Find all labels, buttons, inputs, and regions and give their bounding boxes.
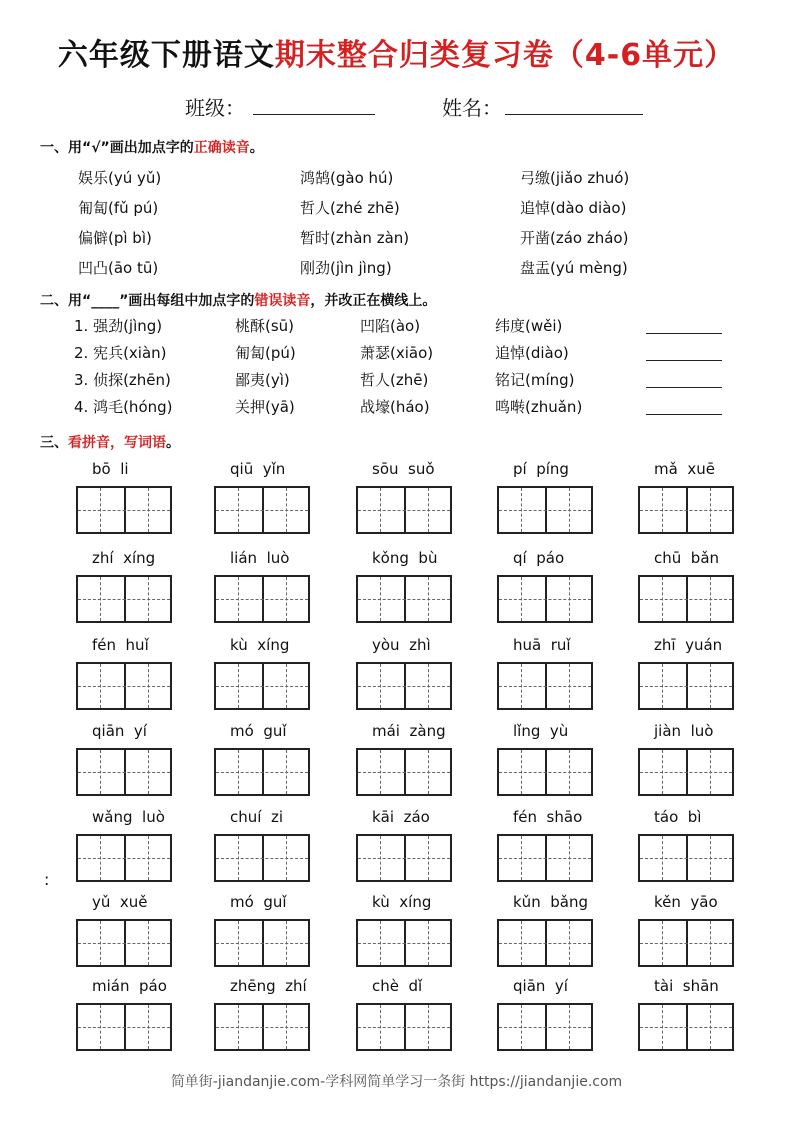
writing-grid[interactable] (356, 748, 452, 796)
writing-grid[interactable] (497, 486, 593, 534)
pinyin-label: fén huǐ (92, 636, 149, 654)
pinyin-label: qiū yǐn (230, 460, 286, 478)
writing-grid[interactable] (638, 575, 734, 623)
writing-grid[interactable] (497, 662, 593, 710)
writing-grid[interactable] (356, 1003, 452, 1051)
class-label: 班级： (185, 96, 245, 120)
pinyin-label: kěn yāo (654, 893, 718, 911)
section3-heading: 三、看拼音，写词语。 (40, 435, 180, 451)
writing-grid[interactable] (214, 834, 310, 882)
pinyin-label: mó guǐ (230, 893, 287, 911)
writing-grid[interactable] (638, 486, 734, 534)
pinyin-label: kāi záo (372, 808, 430, 826)
pinyin-label: sōu suǒ (372, 460, 435, 478)
error-pick-item: 战壕(háo) (360, 398, 430, 416)
footer: 简单街-jiandanjie.com-学科网简单学习一条街 https://jiandanjie.com (170, 1074, 623, 1090)
error-pick-item: 鸣啭(zhuǎn) (495, 398, 583, 416)
word-choice-item: 凹凸(āo tū) (78, 259, 159, 277)
writing-grid[interactable] (214, 748, 310, 796)
word-choice-item: 开凿(záo zháo) (520, 229, 629, 247)
pinyin-label: mái zàng (372, 722, 446, 740)
error-pick-item: 关押(yā) (235, 398, 295, 416)
pinyin-label: wǎng luò (92, 808, 165, 826)
word-choice-item: 刚劲(jìn jìng) (300, 259, 392, 277)
writing-grid[interactable] (76, 662, 172, 710)
error-pick-item: 萧瑟(xiāo) (360, 344, 434, 362)
pinyin-label: yòu zhì (372, 636, 431, 654)
writing-grid[interactable] (356, 662, 452, 710)
writing-grid[interactable] (76, 486, 172, 534)
pinyin-label: kǔn bǎng (513, 893, 588, 911)
pinyin-label: mǎ xuē (654, 460, 715, 478)
error-pick-item: 桃酥(sū) (235, 317, 295, 335)
pinyin-label: kù xíng (372, 893, 432, 911)
error-pick-item: 4. 鸿毛(hóng) (74, 398, 173, 416)
writing-grid[interactable] (214, 575, 310, 623)
pinyin-label: mián páo (92, 977, 167, 995)
word-choice-item: 娱乐(yú yǔ) (78, 169, 162, 187)
answer-line[interactable] (646, 387, 722, 388)
pinyin-label: tài shān (654, 977, 719, 995)
pinyin-label: zhēng zhí (230, 977, 307, 995)
side-mark: : (44, 870, 50, 889)
writing-grid[interactable] (76, 748, 172, 796)
writing-grid[interactable] (356, 575, 452, 623)
writing-grid[interactable] (638, 748, 734, 796)
writing-grid[interactable] (76, 575, 172, 623)
writing-grid[interactable] (638, 919, 734, 967)
pinyin-label: chè dǐ (372, 977, 423, 995)
writing-grid[interactable] (638, 1003, 734, 1051)
pinyin-label: chū bǎn (654, 549, 720, 567)
pinyin-label: jiàn luò (654, 722, 714, 740)
pinyin-label: bō li (92, 460, 129, 478)
error-pick-item: 3. 侦探(zhēn) (74, 371, 171, 389)
word-choice-item: 弓缴(jiǎo zhuó) (520, 169, 630, 187)
pinyin-label: qiān yí (513, 977, 568, 995)
error-pick-item: 纬度(wěi) (495, 317, 563, 335)
error-pick-item: 凹陷(ào) (360, 317, 421, 335)
answer-line[interactable] (646, 360, 722, 361)
writing-grid[interactable] (214, 1003, 310, 1051)
error-pick-item: 铭记(míng) (495, 371, 575, 389)
pinyin-label: huā ruǐ (513, 636, 571, 654)
word-choice-item: 盘盂(yú mèng) (520, 259, 628, 277)
writing-grid[interactable] (76, 919, 172, 967)
pinyin-label: qí páo (513, 549, 565, 567)
page-title: 六年级下册语文期末整合归类复习卷（4-6单元） (57, 38, 736, 73)
pinyin-label: qiān yí (92, 722, 147, 740)
name-label: 姓名： (442, 96, 502, 120)
writing-grid[interactable] (356, 919, 452, 967)
writing-grid[interactable] (214, 662, 310, 710)
name-field[interactable] (505, 114, 643, 115)
pinyin-label: táo bì (654, 808, 702, 826)
writing-grid[interactable] (356, 486, 452, 534)
writing-grid[interactable] (638, 834, 734, 882)
word-choice-item: 鸿鹄(gào hú) (300, 169, 394, 187)
pinyin-label: lǐng yù (513, 722, 569, 740)
error-pick-item: 追悼(diào) (495, 344, 569, 362)
answer-line[interactable] (646, 333, 722, 334)
writing-grid[interactable] (356, 834, 452, 882)
section1-heading: 一、用“√”画出加点字的正确读音。 (40, 140, 264, 156)
pinyin-label: zhí xíng (92, 549, 156, 567)
writing-grid[interactable] (76, 834, 172, 882)
pinyin-label: mó guǐ (230, 722, 287, 740)
writing-grid[interactable] (497, 748, 593, 796)
pinyin-label: kù xíng (230, 636, 290, 654)
class-field[interactable] (253, 114, 375, 115)
error-pick-item: 鄙夷(yì) (235, 371, 290, 389)
writing-grid[interactable] (497, 575, 593, 623)
writing-grid[interactable] (214, 486, 310, 534)
pinyin-label: zhī yuán (654, 636, 723, 654)
word-choice-item: 暂时(zhàn zàn) (300, 229, 410, 247)
writing-grid[interactable] (214, 919, 310, 967)
writing-grid[interactable] (497, 919, 593, 967)
writing-grid[interactable] (638, 662, 734, 710)
pinyin-label: yǔ xuě (92, 893, 148, 911)
section2-heading: 二、用“____”画出每组中加点字的错误读音，并改正在横线上。 (40, 293, 437, 309)
pinyin-label: chuí zi (230, 808, 284, 826)
pinyin-label: fén shāo (513, 808, 583, 826)
error-pick-item: 2. 宪兵(xiàn) (74, 344, 167, 362)
writing-grid[interactable] (497, 1003, 593, 1051)
pinyin-label: lián luò (230, 549, 290, 567)
error-pick-item: 匍匐(pú) (235, 344, 296, 362)
word-choice-item: 追悼(dào diào) (520, 199, 627, 217)
word-choice-item: 匍匐(fǔ pú) (78, 199, 159, 217)
answer-line[interactable] (646, 414, 722, 415)
error-pick-item: 哲人(zhē) (360, 371, 429, 389)
pinyin-label: pí píng (513, 460, 569, 478)
word-choice-item: 哲人(zhé zhē) (300, 199, 400, 217)
writing-grid[interactable] (76, 1003, 172, 1051)
error-pick-item: 1. 强劲(jìng) (74, 317, 163, 335)
pinyin-label: kǒng bù (372, 549, 438, 567)
writing-grid[interactable] (497, 834, 593, 882)
word-choice-item: 偏僻(pì bì) (78, 229, 152, 247)
